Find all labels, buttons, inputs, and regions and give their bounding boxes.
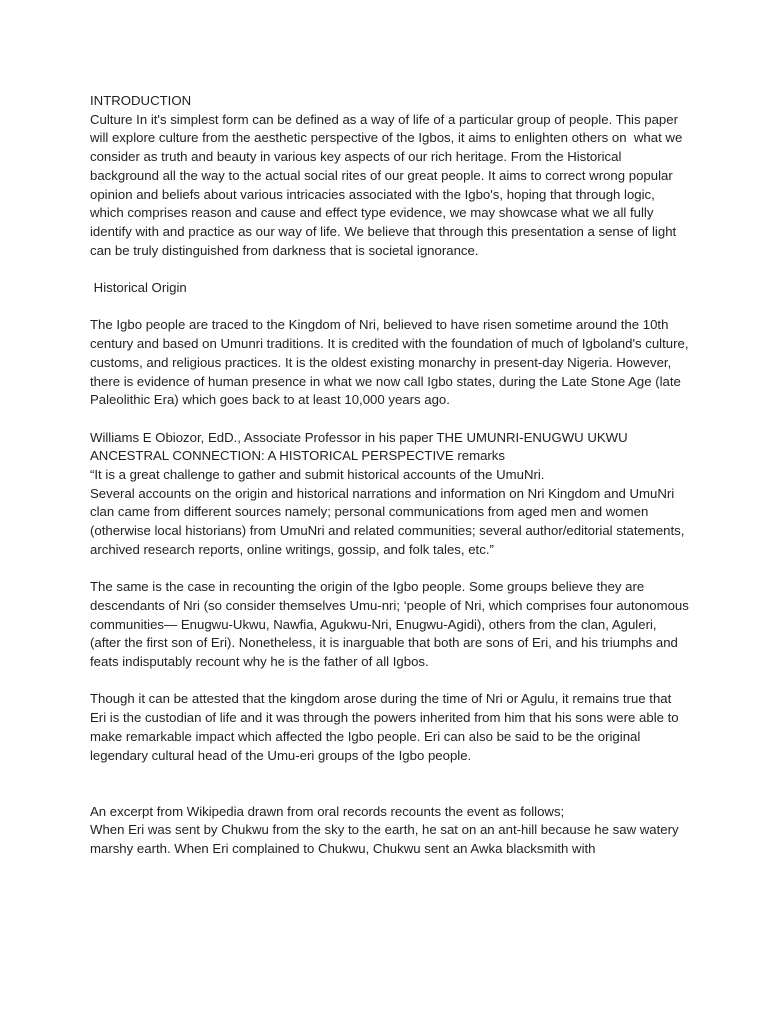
igbo-origin-paragraph: The same is the case in recounting the origin of the Igbo people. Some groups believe they are descendants of Nri (so consider themselves Umu-nri; ‘people of Nri, which comprises four autonomous communities— Enugwu-Ukwu, Nawfia, Agukwu-Nri, Enugwu-Agidi), others from the clan, Aguleri, (after the first son of Eri). Nonetheless, it is inarguable that both are sons of Eri, and his triumphs and feats indisputably recount why he is the father of all Igbos. [90,579,693,670]
historical-origin-heading: Historical Origin [90,280,187,296]
document-page [90,92,693,859]
nri-kingdom-paragraph: The Igbo people are traced to the Kingdom of Nri, believed to have risen sometime around the 10th century and based on Umunri traditions. It is credited with the foundation of much of Igboland's culture, customs, and religious practices. It is the oldest existing monarchy in present-day Nigeria. However, there is evidence of human presence in what we now call Igbo states, during the Late Stone Age (late Paleolithic Era) which goes back to at least 10,000 years ago. [90,317,693,408]
intro-heading: INTRODUCTION [90,93,192,108]
paragraph-spacer [90,672,690,691]
paragraph-spacer [90,560,690,579]
paragraph-spacer [90,260,690,279]
wikipedia-paragraph: An excerpt from Wikipedia drawn from oral records recounts the event as follows; [90,803,565,819]
intro-paragraph: Culture In it's simplest form can be defined as a way of life of a particular group of people. This paper will explore culture from the aesthetic perspective of the Igbos, it aims to enlighten others on what we consider as truth and beauty in various key aspects of our rich heritage. From the Historical background all the way to the actual social rites of our great people. It aims to correct wrong popular opinion and beliefs about various intricacies associated with the Igbo's, hoping that through logic, which comprises reason and cause and effect type evidence, we may showcase what we all fully identify with and practice as our way of life. We believe that through this presentation a sense of light can be truly distinguished from darkness that is societal ignorance. [90,111,686,258]
quote-line-1: “It is a great challenge to gather and submit historical accounts of the UmuNri. [90,467,545,483]
eri-paragraph: Though it can be attested that the kingdom arose during the time of Nri or Agulu, it remains true that Eri is the custodian of life and it was through the powers inherited from him that his sons were able to make remarkable impact which affected the Igbo people. Eri can also be said to be the original legendary cultural head of the Umu-eri groups of the Igbo people. [90,691,683,763]
paragraph-spacer [90,410,690,429]
paragraph-spacer [90,765,690,802]
obiozor-paragraph: Williams E Obiozor, EdD., Associate Professor in his paper THE UMUNRI-ENUGWU UKWU ANCESTRAL CONNECTION: A HISTORICAL PERSPECTIVE remarks [90,429,631,464]
quote-line-2: Several accounts on the origin and historical narrations and information on Nri Kingdom and UmuNri clan came from different sources namely; personal communications from aged men and women (otherwise local historians) from UmuNri and related communities; several author/editorial statements, archived research reports, online writings, gossip, and folk tales, etc.” [90,485,689,557]
paragraph-spacer [90,298,690,317]
chukwu-paragraph: When Eri was sent by Chukwu from the sky to the earth, he sat on an ant-hill because he saw watery marshy earth. When Eri complained to Chukwu, Chukwu sent an Awka blacksmith with [90,822,683,857]
